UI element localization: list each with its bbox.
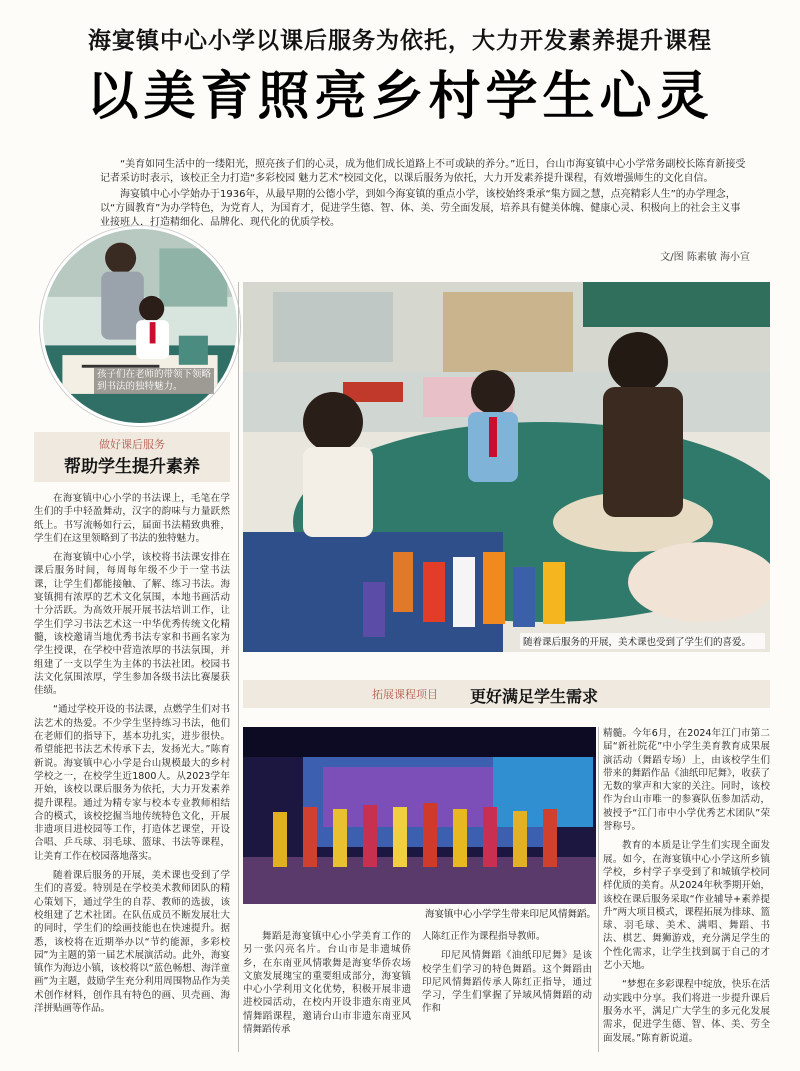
column-divider [238, 282, 239, 1052]
section2-subtitle: 拓展课程项目 [372, 688, 438, 701]
paragraph: 在海宴镇中心小学的书法课上，毛笔在学生们的手中轻盈舞动，汉字的韵味与力量跃然纸上。书写流畅如行云，届面书法精致典雅，学生们在这里领略到了书法的独特魅力。 [34, 493, 230, 544]
paragraph: 人陈红正作为课程指导教师。 [422, 931, 546, 942]
paragraph: 教育的本质是让学生们实现全面发展。如今，在海宴镇中心小学这所乡镇学校，乡村学子享受到了和城镇学校同样优质的美育。从2024年秋季期开始，该校在课后服务采取“作业辅导+素养提升”两大项目模式，课程拓展为排球、篮球、羽毛球、美术、满唱、舞蹈、书法、棋艺、舞狮游戏，充分满足学生的个性化需求，让学生找到属于自己的才艺小天地。 [603, 840, 770, 972]
article-column-1 [34, 492, 230, 1021]
paragraph: “梦想在多彩课程中绽放，快乐在活动实践中分享。我们将进一步提升课后服务水平，满足广大学生的多元化发展需求，促进学生德、智、体、美、劳全面发展。”陈育新说道。 [603, 979, 770, 1044]
section1-title: 帮助学生提升素养 [64, 457, 200, 477]
dance-photo [243, 727, 596, 904]
byline: 文/图 陈素敏 海小宣 [660, 252, 750, 263]
paragraph: 随着课后服务的开展，美术课也受到了学生们的喜爱。特别是在学校美术教师团队的精心策划下，通过学生的自荐、教师的选拔，该校组建了艺术社团。在队伍成员不断发展壮大的同时，学生们的绘画技能也在快速提升。据悉，该校将在近期举办以“节约能源，多彩校园”为主题的第一届艺术展演活动。此外，海宴镇作为海边小镇，该校将以“蓝色畅想、海洋童画”为主题，鼓励学生充分利用周围物品作为美术创作材料，创作具有特色的画、贝壳画、海洋拼贴画等作品。 [34, 870, 230, 1014]
circle-photo-caption: 孩子们在老师的带领下领略到书法的独特魅力。 [94, 368, 214, 394]
dance-stage-illustration [243, 727, 596, 904]
article-column-2 [243, 930, 411, 1042]
paragraph: 在海宴镇中心小学，该校将书法课安排在课后服务时间，每周每年级不少于一堂书法课，让学生们都能接触、了解、练习书法。海宴镇拥有浓厚的艺术文化氛围，本地书画活动十分活跃。为高效开展开展书法培训工作，让学生们学习书法艺术这一中华优秀传统文化精髓，该校邀请当地优秀书法专家和书画名家为学生授课，在学校中营造浓厚的书法氛围，并组建了一支以学生为主体的书法社团。校园书法文化氛围浓厚，学生参加各级书法比赛屡获佳绩。 [34, 552, 230, 697]
kicker: 海宴镇中心小学以课后服务为依托，大力开发素养提升课程 [88, 28, 712, 54]
paragraph: 精髓。今年6月，在2024年江门市第二届“新社院花”中小学生美育教育成果展演活动（舞蹈专场）上，由该校学生们带来的舞蹈作品《油纸印尼舞》，收获了无数的掌声和大家的关注。同时，该校作为台山市唯一的参赛队伍参加活动，被授予“江门市中小学优秀艺术团队”荣誉称号。 [603, 728, 770, 833]
calligraphy-photo [40, 226, 240, 426]
section1-subtitle: 做好课后服务 [99, 438, 165, 451]
section2-title: 更好满足学生需求 [470, 687, 599, 706]
paragraph: 印尼风情舞蹈《油纸印尼舞》是该校学生们学习的特色舞蹈。这个舞蹈由印尼风情舞蹈传承人陈红正指导，通过学习，学生们掌握了异域风情舞蹈的动作和 [422, 950, 592, 1015]
lead-paragraphs [100, 158, 750, 232]
art-class-illustration [243, 282, 770, 652]
article-column-4 [603, 727, 770, 1051]
lead-paragraph: 海宴镇中心小学始办于1936年，从最早期的公德小学，到如今海宴镇的重点小学，该校始终秉承“集方圆之慧，点亮精彩人生”的办学理念，以“方圆教育”为办学特色，为党育人，为国育才，促进学生德、智、体、美、劳全面发展，培养具有健美体魄、健康心灵、积极向上的社会主义事业接班人，打造精细化、品牌化、现代化的优质学校。 [100, 189, 741, 228]
dance-photo-caption: 海宴镇中心小学学生带来印尼风情舞蹈。 [424, 909, 596, 920]
art-photo-caption: 随着课后服务的开展，美术课也受到了学生们的喜爱。 [520, 633, 765, 649]
paragraph: “通过学校开设的书法课，点燃学生们对书法艺术的热爱。不少学生坚持练习书法，他们在老师们的指导下，基本功扎实，进步很快。希望能把书法艺术传承下去，发扬光大。”陈育新说。海宴镇中心小学是台山规模最大的乡村学校之一，在校学生近1800人。从2023学年开始，该校以课后服务为依托，大力开发素养提升课程。通过为精专家与校本专业教师相结合的模式，该校挖掘当地传统特色文化，开展非遗项目进校园等工作，打造体艺课堂，开设合唱、乒乓球、羽毛球、篮球、书法等课程，让美育工作在校园落地落实。 [34, 704, 230, 862]
art-class-photo [243, 282, 770, 652]
article-column-3 [422, 930, 592, 1022]
column-divider [598, 727, 599, 1052]
lead-paragraph: “美育如同生活中的一缕阳光，照亮孩子们的心灵，成为他们成长道路上不可或缺的养分。”近日，台山市海宴镇中心小学常务副校长陈育新接受记者采访时表示，该校正全力打造“多彩校园 魅力艺术”校园文化，以课后服务为依托，大力开发素养提升课程，有效增强师生的文化自信。 [100, 159, 746, 184]
paragraph: 舞蹈是海宴镇中心小学美育工作的另一张闪亮名片。台山市是非遗城侨乡，在东南亚风情歌舞是海宴华侨农场文旅发展瑰宝的重要组成部分，海宴镇中心小学利用文化优势，积极开展非遗进校园活动，在校内开设非遗东南亚风情舞蹈课程，邀请台山市非遗东南亚风情舞蹈传承 [243, 931, 411, 1036]
headline: 以美育照亮乡村学生心灵 [86, 66, 714, 127]
